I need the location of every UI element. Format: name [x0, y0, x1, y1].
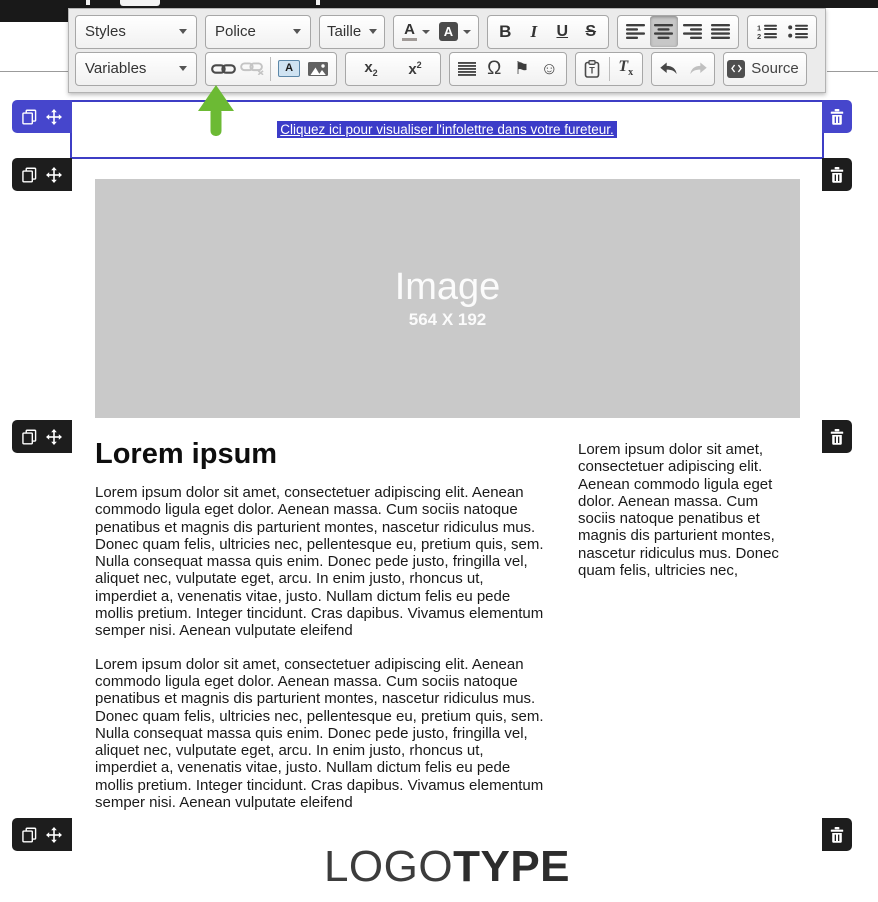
toolbar-row-2	[75, 50, 819, 87]
redo-icon	[687, 61, 708, 76]
source-button[interactable]	[727, 60, 803, 78]
duplicate-icon[interactable]	[22, 109, 37, 125]
move-icon[interactable]	[46, 167, 62, 183]
svg-text:T: T	[589, 65, 596, 75]
boxed-letter-a-icon: A	[278, 60, 300, 77]
chevron-down-icon	[179, 66, 187, 71]
background-color-button[interactable]	[435, 18, 475, 46]
svg-text:2: 2	[756, 32, 761, 39]
move-icon[interactable]	[46, 109, 62, 125]
move-icon[interactable]	[46, 827, 62, 843]
variables-dropdown-label: Variables	[85, 60, 147, 77]
superscript-button[interactable]	[401, 55, 430, 83]
image-placeholder[interactable]	[95, 179, 800, 418]
canvas-top-border	[827, 71, 878, 72]
insert-link-button[interactable]	[209, 55, 238, 83]
chevron-down-icon	[179, 29, 187, 34]
bulleted-list-button[interactable]	[783, 18, 812, 46]
link-icon	[211, 63, 236, 75]
top-chrome-corner	[0, 0, 70, 22]
article-paragraph[interactable]: Lorem ipsum dolor sit amet, consectetuer adipiscing elit. Aenean commodo ligula eget dolor. Aenean massa. Cum sociis natoque penatibus et magnis dis parturient montes, nascetur ridiculus mus. Donec quam felis, ultricies nec, pellentesque eu, pretium quis, sem. Nulla consequat massa quis enim. Donec pede justo, fringilla vel, aliquet nec, vulputate eget, arcu. In enim justo, rhoncus ut, imperdiet a, venenatis vitae, justo. Nullam dictum felis eu pede mollis pretium. Integer tincidunt. Cras dapibus. Vivamus elementum semper nisi. Aenean vulputate eleifend	[95, 484, 544, 640]
font-dropdown-label: Police	[215, 23, 256, 40]
unlink-icon	[240, 62, 265, 75]
block1-handle[interactable]	[12, 100, 72, 133]
green-arrow-annotation	[197, 85, 235, 137]
paste-as-text-button[interactable]	[579, 55, 606, 83]
align-center-button[interactable]	[650, 16, 679, 47]
article-heading[interactable]: Lorem ipsum	[95, 438, 278, 470]
undo-redo-group	[651, 52, 715, 86]
image-placeholder-size: 564 X 192	[408, 310, 487, 330]
logo-text-light: LOGO	[323, 842, 454, 891]
logo-text-bold: TYPE	[453, 842, 571, 891]
article-paragraph[interactable]: Lorem ipsum dolor sit amet, consectetuer adipiscing elit. Aenean commodo ligula eget dolor. Aenean massa. Cum sociis natoque penatibus et magnis dis parturient montes, nascetur ridiculus mus. Donec quam felis, ultricies nec, pellentesque eu, pretium quis, sem. Nulla consequat massa quis enim. Donec pede justo, fringilla vel, aliquet nec, vulputate eget, arcu. In enim justo, rhoncus ut, imperdiet a, venenatis vitae, justo. Nullam dictum felis eu pede mollis pretium. Integer tincidunt. Cras dapibus. Vivamus elementum semper nisi. Aenean vulputate eleifend	[95, 655, 544, 812]
superscript-icon: $x^2$	[408, 59, 422, 78]
line-height-button[interactable]	[453, 55, 481, 83]
styles-dropdown[interactable]	[75, 15, 197, 49]
chevron-down-icon	[422, 30, 430, 34]
toolbar-divider	[270, 57, 271, 81]
anchor-button[interactable]	[508, 55, 536, 83]
remove-link-button[interactable]	[238, 55, 267, 83]
chevron-down-icon	[369, 29, 377, 34]
subscript-icon: $x_2$	[364, 58, 378, 78]
paste-format-group	[575, 52, 643, 86]
smiley-button[interactable]	[536, 55, 564, 83]
article-sidebar-column[interactable]: Lorem ipsum dolor sit amet, consectetuer adipiscing elit. Aenean commodo ligula eget dolor. Aenean massa. Cum sociis natoque penatibus et magnis dis parturient montes, nascetur ridiculus mus. Donec quam felis, ultricies nec,	[578, 441, 779, 580]
browser-view-link[interactable]: Cliquez ici pour visualiser l'infolettre dans votre fureteur.	[277, 121, 617, 138]
block3-handle[interactable]	[12, 420, 72, 453]
canvas-top-border	[0, 71, 68, 72]
link-image-group	[205, 52, 337, 86]
clipboard-icon	[584, 60, 600, 78]
block4-handle[interactable]	[12, 818, 72, 851]
anchor-text-button[interactable]	[275, 55, 304, 83]
text-color-button[interactable]	[397, 18, 435, 46]
numbered-list-icon	[757, 24, 777, 39]
toolbar-divider	[609, 57, 610, 81]
block4-delete-button[interactable]	[822, 818, 852, 851]
align-justify-button[interactable]	[707, 18, 736, 46]
remove-format-icon: $T_x$	[618, 58, 634, 79]
block3-delete-button[interactable]	[822, 420, 852, 453]
redo-button[interactable]	[683, 55, 711, 83]
size-dropdown-label: Taille	[327, 23, 362, 40]
block2-handle[interactable]	[12, 158, 72, 191]
image-placeholder-label: Image	[394, 265, 501, 308]
top-chrome-fragment	[316, 0, 320, 5]
editor-toolbar	[68, 8, 826, 93]
svg-text:1: 1	[756, 24, 761, 33]
top-chrome-fragment	[86, 0, 90, 5]
text-color-icon: A	[402, 22, 417, 41]
trash-icon	[830, 109, 844, 125]
special-character-button[interactable]	[481, 55, 509, 83]
chevron-down-icon	[463, 30, 471, 34]
undo-button[interactable]	[655, 55, 683, 83]
trash-icon	[830, 429, 844, 445]
duplicate-icon[interactable]	[22, 429, 37, 445]
list-group	[747, 15, 817, 49]
source-code-icon	[727, 60, 745, 78]
line-height-icon	[458, 62, 476, 76]
align-center-icon	[654, 24, 673, 39]
sub-sup-group	[345, 52, 441, 86]
alignment-group	[617, 15, 739, 49]
variables-dropdown[interactable]	[75, 52, 197, 86]
bulleted-list-icon	[788, 24, 808, 39]
toolbar-row-1	[75, 13, 819, 50]
align-justify-icon	[711, 24, 730, 39]
align-left-icon	[626, 24, 645, 39]
insert-misc-group	[449, 52, 567, 86]
font-dropdown[interactable]	[205, 15, 311, 49]
chevron-down-icon	[293, 29, 301, 34]
align-right-button[interactable]	[678, 18, 707, 46]
subscript-button[interactable]	[357, 55, 386, 83]
underline-button[interactable]: U	[556, 22, 569, 40]
block2-delete-button[interactable]	[822, 158, 852, 191]
bold-button[interactable]: B	[499, 21, 512, 41]
flag-icon: ⚑	[514, 59, 530, 78]
strikethrough-button[interactable]: S	[585, 22, 597, 40]
smiley-icon: ☺	[540, 59, 558, 78]
size-dropdown[interactable]	[319, 15, 385, 49]
insert-image-button[interactable]	[304, 55, 333, 83]
footer-logo-block[interactable]	[70, 842, 824, 892]
top-chrome-fragment	[120, 0, 160, 6]
block1-delete-button[interactable]	[822, 100, 852, 133]
duplicate-icon[interactable]	[22, 827, 37, 843]
image-icon	[308, 62, 328, 76]
trash-icon	[830, 827, 844, 843]
italic-button[interactable]: I	[530, 21, 538, 41]
move-icon[interactable]	[46, 429, 62, 445]
remove-format-button[interactable]	[612, 55, 639, 83]
background-color-icon: A	[439, 22, 458, 41]
source-button-label: Source	[751, 60, 799, 77]
browser-link-block[interactable]	[70, 100, 824, 159]
color-buttons-group	[393, 15, 479, 49]
omega-icon: Ω	[487, 58, 502, 79]
duplicate-icon[interactable]	[22, 167, 37, 183]
align-left-button[interactable]	[621, 18, 650, 46]
text-style-group	[487, 15, 609, 49]
undo-icon	[659, 61, 680, 76]
article-body-column[interactable]	[95, 484, 545, 827]
source-group	[723, 52, 807, 86]
numbered-list-button[interactable]	[752, 18, 781, 46]
trash-icon	[830, 167, 844, 183]
styles-dropdown-label: Styles	[85, 23, 126, 40]
align-right-icon	[683, 24, 702, 39]
